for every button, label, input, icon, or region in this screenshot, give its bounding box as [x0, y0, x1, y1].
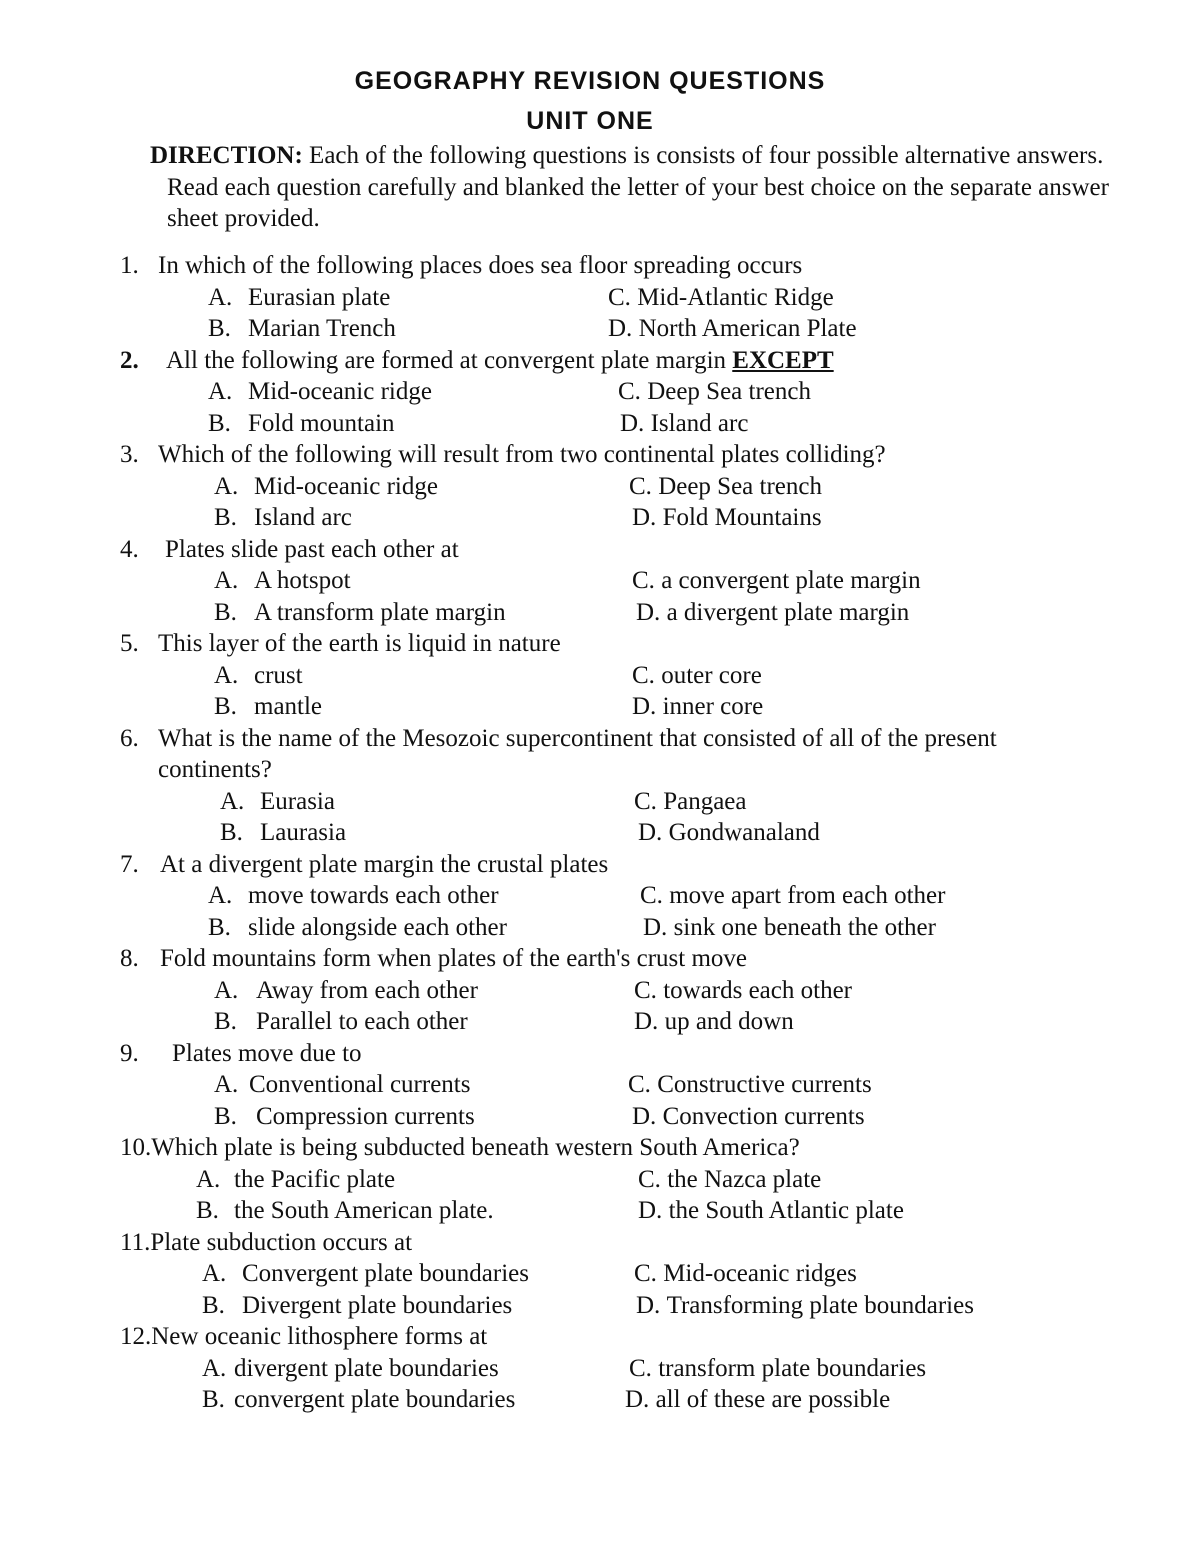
option-b: [208, 912, 643, 944]
option-letter: C.: [638, 1165, 661, 1193]
option-letter: B.: [214, 598, 237, 626]
option-a: [208, 282, 608, 314]
question-number: 11.: [120, 1228, 151, 1256]
directions-paragraph: [150, 140, 1117, 235]
option-letter: A.: [196, 1165, 221, 1193]
option-letter: A.: [208, 378, 233, 405]
question-number: 9.: [120, 1039, 139, 1067]
option-letter: C.: [634, 787, 657, 815]
question-number: 1.: [120, 252, 139, 279]
option-text: A hotspot: [254, 567, 351, 594]
option-letter: C.: [629, 1354, 652, 1382]
question-text: In which of the following places does sea floor spreading occurs: [158, 252, 803, 279]
option-c: [629, 1353, 926, 1385]
option-a: [214, 660, 632, 692]
option-text: Fold Mountains: [662, 504, 822, 531]
option-text: Constructive currents: [657, 1071, 872, 1098]
option-text: Mid-oceanic ridges: [663, 1260, 857, 1287]
option-c: [632, 660, 762, 692]
question-2: [120, 345, 1120, 440]
option-text: the South Atlantic plate: [668, 1197, 904, 1224]
option-text: the Nazca plate: [667, 1165, 822, 1193]
question-number: 2.: [120, 346, 139, 374]
except-keyword: EXCEPT: [732, 346, 834, 374]
option-letter: D.: [638, 819, 663, 846]
question-text: All the following are formed at convergent plate margin: [166, 346, 727, 374]
option-text: Away from each other: [256, 976, 478, 1004]
option-letter: A.: [214, 976, 239, 1004]
option-c: [634, 1258, 857, 1290]
question-11: [120, 1227, 1120, 1322]
question-text: Plate subduction occurs at: [150, 1228, 413, 1256]
option-text: Deep Sea trench: [658, 472, 822, 500]
option-a: [214, 471, 629, 503]
question-number: 8.: [120, 945, 139, 972]
option-letter: D.: [632, 693, 657, 720]
option-text: move apart from each other: [669, 882, 946, 909]
option-text: slide alongside each other: [248, 913, 507, 941]
option-d: [638, 1195, 904, 1227]
option-text: Eurasia: [260, 787, 335, 815]
option-text: towards each other: [663, 976, 852, 1004]
option-a: [220, 786, 634, 818]
option-a: [196, 1164, 638, 1196]
option-b: [208, 408, 620, 440]
option-letter: A.: [220, 787, 245, 815]
option-text: Mid-oceanic ridge: [254, 472, 438, 500]
option-b: [208, 313, 608, 345]
option-text: transform plate boundaries: [658, 1354, 927, 1382]
option-text: Conventional currents: [249, 1071, 471, 1098]
question-9: [120, 1038, 1120, 1133]
option-letter: D.: [620, 409, 645, 437]
option-letter: B.: [208, 913, 231, 941]
document-subtitle: UNIT ONE: [526, 107, 654, 135]
option-letter: B.: [202, 1291, 225, 1319]
option-text: the South American plate.: [234, 1197, 494, 1224]
option-letter: B.: [214, 504, 237, 531]
option-c: [628, 1069, 872, 1101]
option-text: crust: [254, 661, 303, 689]
option-letter: D.: [632, 1102, 657, 1130]
option-text: outer core: [661, 661, 762, 689]
option-c: [640, 880, 945, 912]
option-text: inner core: [662, 693, 764, 720]
option-text: Mid-oceanic ridge: [248, 378, 432, 405]
question-number: 7.: [120, 850, 139, 878]
option-letter: B.: [202, 1386, 225, 1413]
option-b: [202, 1290, 636, 1322]
option-b: [214, 1006, 634, 1038]
option-letter: B.: [220, 819, 243, 846]
option-c: [618, 376, 811, 408]
question-6: [120, 723, 1120, 849]
option-text: Gondwanaland: [668, 819, 820, 846]
option-letter: B.: [214, 1102, 237, 1130]
option-letter: A.: [214, 661, 239, 689]
option-letter: D.: [634, 1008, 659, 1035]
option-d: [636, 1290, 974, 1322]
option-letter: C.: [632, 661, 655, 689]
question-text: What is the name of the Mesozoic supercontinent that consisted of all of the present continents?: [158, 724, 997, 783]
option-c: [634, 786, 746, 818]
option-letter: B.: [214, 693, 237, 720]
option-letter: D.: [632, 504, 657, 531]
option-letter: D.: [643, 913, 668, 941]
option-text: move towards each other: [248, 882, 499, 909]
option-letter: A.: [214, 567, 239, 594]
option-letter: B.: [208, 409, 231, 437]
option-letter: C.: [632, 567, 655, 594]
option-text: convergent plate boundaries: [234, 1386, 516, 1413]
option-letter: A.: [202, 1354, 227, 1382]
question-1: [120, 250, 1120, 345]
option-text: Laurasia: [260, 819, 347, 846]
option-text: Fold mountain: [248, 409, 395, 437]
question-list: [120, 250, 1120, 1416]
question-text: This layer of the earth is liquid in nature: [158, 630, 561, 657]
option-letter: D.: [636, 598, 661, 626]
option-text: Mid-Atlantic Ridge: [637, 283, 834, 311]
question-8: [120, 943, 1120, 1038]
question-text: At a divergent plate margin the crustal plates: [160, 850, 609, 878]
directions-label: DIRECTION:: [150, 142, 303, 169]
question-text: Plates slide past each other at: [165, 535, 459, 563]
option-text: up and down: [664, 1008, 794, 1035]
question-text: Plates move due to: [172, 1039, 362, 1067]
option-text: North American Plate: [638, 315, 857, 342]
option-text: a divergent plate margin: [666, 598, 910, 626]
option-b: [214, 691, 632, 723]
option-letter: A.: [208, 882, 233, 909]
option-b: [202, 1384, 625, 1416]
option-letter: A.: [214, 472, 239, 500]
option-text: mantle: [254, 693, 323, 720]
option-text: Parallel to each other: [256, 1008, 468, 1035]
option-d: [632, 502, 822, 534]
option-text: Eurasian plate: [248, 283, 391, 311]
option-d: [620, 408, 748, 440]
question-4: [120, 534, 1120, 629]
option-text: Deep Sea trench: [647, 378, 811, 405]
option-b: [214, 502, 632, 534]
option-letter: A.: [208, 283, 233, 311]
question-number: 6.: [120, 724, 139, 752]
option-letter: B.: [208, 315, 231, 342]
option-a: [202, 1258, 634, 1290]
question-text: New oceanic lithosphere forms at: [151, 1323, 488, 1350]
option-b: [214, 597, 636, 629]
option-letter: A.: [214, 1071, 239, 1098]
question-10: [120, 1132, 1120, 1227]
option-text: Pangaea: [663, 787, 747, 815]
option-letter: C.: [618, 378, 641, 405]
question-3: [120, 439, 1120, 534]
option-letter: C.: [629, 472, 652, 500]
option-text: the Pacific plate: [234, 1165, 396, 1193]
option-a: [208, 880, 640, 912]
option-letter: D.: [608, 315, 633, 342]
directions-text: Each of the following questions is consists of four possible alternative answers. Read each question carefully and blanked the letter of your best choice on the separate answer sheet provided.: [167, 142, 1109, 232]
option-text: Transforming plate boundaries: [666, 1291, 974, 1319]
option-letter: C.: [628, 1071, 651, 1098]
question-number: 10.: [120, 1134, 152, 1161]
question-12: [120, 1321, 1120, 1416]
question-number: 12.: [120, 1323, 152, 1350]
option-c: [634, 975, 852, 1007]
question-number: 4.: [120, 535, 139, 563]
option-letter: D.: [625, 1386, 650, 1413]
option-a: [214, 565, 632, 597]
option-text: Marian Trench: [248, 315, 396, 342]
question-text: Fold mountains form when plates of the earth's crust move: [160, 945, 748, 972]
option-letter: D.: [636, 1291, 661, 1319]
option-text: all of these are possible: [655, 1386, 891, 1413]
option-letter: C.: [634, 976, 657, 1004]
option-text: divergent plate boundaries: [234, 1354, 499, 1382]
option-b: [214, 1101, 632, 1133]
option-d: [632, 691, 763, 723]
question-5: [120, 628, 1120, 723]
option-text: Compression currents: [256, 1102, 475, 1130]
option-d: [634, 1006, 794, 1038]
option-d: [608, 313, 857, 345]
option-text: Convection currents: [662, 1102, 865, 1130]
option-d: [638, 817, 820, 849]
option-letter: B.: [196, 1197, 219, 1224]
option-a: [202, 1353, 629, 1385]
option-b: [196, 1195, 638, 1227]
option-letter: C.: [634, 1260, 657, 1287]
question-text: Which of the following will result from two continental plates colliding?: [158, 441, 886, 468]
question-7: [120, 849, 1120, 944]
question-number: 3.: [120, 441, 139, 468]
option-c: [638, 1164, 821, 1196]
option-c: [629, 471, 822, 503]
option-letter: B.: [214, 1008, 237, 1035]
document-title: GEOGRAPHY REVISION QUESTIONS: [354, 67, 826, 95]
question-number: 5.: [120, 630, 139, 657]
option-text: a convergent plate margin: [661, 567, 921, 594]
option-d: [625, 1384, 890, 1416]
option-text: A transform plate margin: [254, 598, 506, 626]
option-letter: C.: [608, 283, 631, 311]
option-text: Convergent plate boundaries: [242, 1260, 529, 1287]
option-a: [208, 376, 618, 408]
question-text: Which plate is being subducted beneath western South America?: [151, 1134, 800, 1161]
option-letter: A.: [202, 1260, 227, 1287]
option-letter: D.: [638, 1197, 663, 1224]
option-text: Island arc: [650, 409, 749, 437]
option-d: [636, 597, 909, 629]
option-d: [632, 1101, 865, 1133]
option-text: Island arc: [254, 504, 352, 531]
option-d: [643, 912, 936, 944]
option-c: [632, 565, 921, 597]
option-b: [220, 817, 638, 849]
option-a: [214, 1069, 628, 1101]
option-text: sink one beneath the other: [673, 913, 936, 941]
option-text: Divergent plate boundaries: [242, 1291, 513, 1319]
option-c: [608, 282, 834, 314]
option-a: [214, 975, 634, 1007]
option-letter: C.: [640, 882, 663, 909]
